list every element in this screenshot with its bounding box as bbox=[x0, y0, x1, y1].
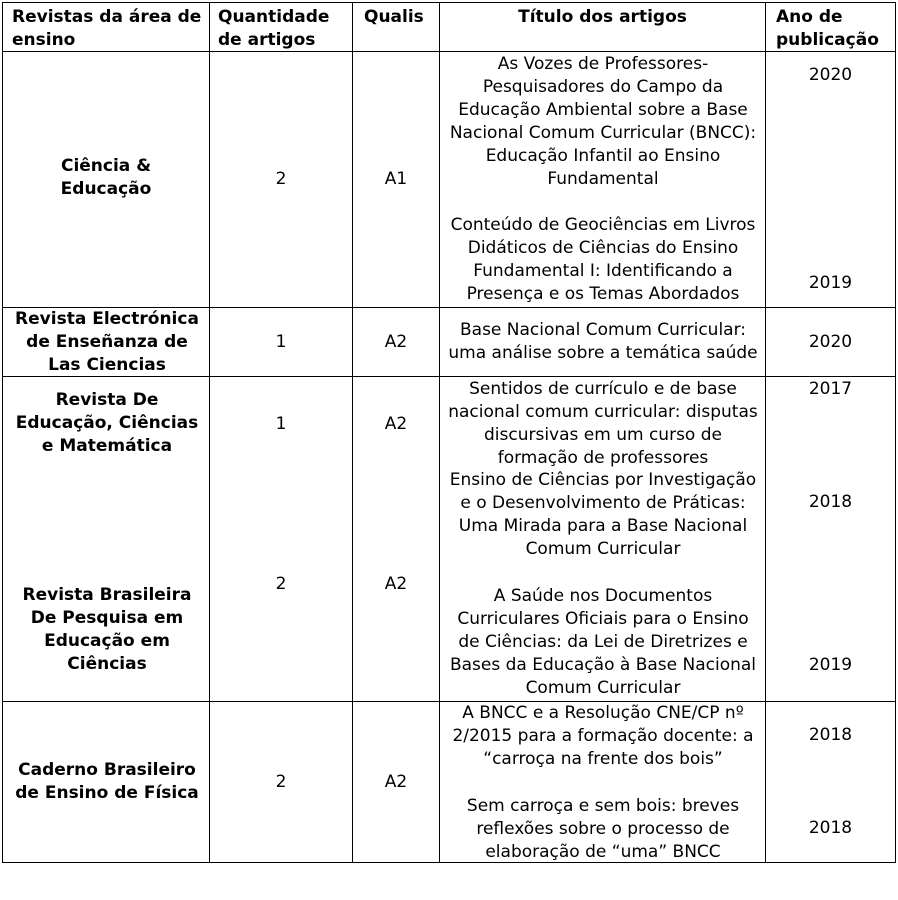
row-1-quantidade: 2 bbox=[275, 169, 287, 189]
row-4-qualis: A2 bbox=[384, 574, 408, 594]
row-5-artigo-1-ano: 2018 bbox=[808, 725, 853, 745]
row-2-quantidade: 1 bbox=[275, 332, 287, 352]
row-5-qualis: A2 bbox=[384, 772, 408, 792]
row-4-artigo-1-titulo: Ensino de Ciências por Investigação e o Desenvolvimento de Práticas: Uma Mirada para a Base Nacional Comum Curricular bbox=[449, 470, 757, 559]
table-border-left bbox=[2, 2, 3, 862]
row-2-qualis: A2 bbox=[384, 332, 408, 352]
row-5-artigo-1-titulo: A BNCC e a Resolução CNE/CP nº 2/2015 para a formação docente: a “carroça na frente dos bois” bbox=[452, 703, 754, 769]
header-qualis: Qualis bbox=[364, 7, 424, 27]
row-3-artigo-1-titulo: Sentidos de currículo e de base nacional comum curricular: disputas discursivas em um curso de formação de professores bbox=[448, 379, 758, 468]
row-1-artigo-2-titulo: Conteúdo de Geociências em Livros Didáticos de Ciências do Ensino Fundamental I: Identificando a Presença e os Temas Abordados bbox=[450, 215, 756, 304]
header-ano: Ano de publicação bbox=[776, 7, 879, 50]
row-4-quantidade: 2 bbox=[275, 574, 287, 594]
row-1-revista: Ciência & Educação bbox=[60, 156, 152, 199]
row-2-artigo-1-ano: 2020 bbox=[808, 332, 853, 352]
header-titulo: Título dos artigos bbox=[518, 7, 687, 27]
row-4-artigo-2-titulo: A Saúde nos Documentos Curriculares Oficiais para o Ensino de Ciências: da Lei de Diretrizes e Bases da Educação à Base Nacional Comum Curricular bbox=[449, 586, 757, 698]
row-5-artigo-2-titulo: Sem carroça e sem bois: breves reflexões sobre o processo de elaboração de “uma” BNCC bbox=[466, 796, 740, 862]
row-3-revista: Revista De Educação, Ciências e Matemática bbox=[15, 390, 199, 456]
row-1-artigo-2-ano: 2019 bbox=[808, 273, 853, 293]
row-3-qualis: A2 bbox=[384, 414, 408, 434]
table-border-top bbox=[2, 2, 896, 3]
row-1-artigo-1-titulo: As Vozes de Professores-Pesquisadores do Campo da Educação Ambiental sobre a Base Nacional Comum Curricular (BNCC): Educação Infantil ao Ensino Fundamental bbox=[449, 54, 757, 189]
header-quantidade: Quantidade de artigos bbox=[218, 7, 330, 50]
column-divider bbox=[439, 2, 440, 862]
row-4-artigo-1-ano: 2018 bbox=[808, 492, 853, 512]
row-2-artigo-1-titulo: Base Nacional Comum Curricular: uma análise sobre a temática saúde bbox=[448, 320, 758, 363]
row-4-revista: Revista Brasileira De Pesquisa em Educação em Ciências bbox=[22, 585, 192, 674]
row-2-revista: Revista Electrónica de Enseñanza de Las Ciencias bbox=[15, 309, 199, 375]
table-border-right bbox=[895, 2, 896, 862]
row-5-artigo-2-ano: 2018 bbox=[808, 818, 853, 838]
row-3-quantidade: 1 bbox=[275, 414, 287, 434]
row-5-revista: Caderno Brasileiro de Ensino de Física bbox=[15, 760, 199, 803]
header-revistas: Revistas da área de ensino bbox=[12, 7, 202, 50]
row-1-qualis: A1 bbox=[384, 169, 408, 189]
row-5-quantidade: 2 bbox=[275, 772, 287, 792]
row-4-artigo-2-ano: 2019 bbox=[808, 655, 853, 675]
row-3-artigo-1-ano: 2017 bbox=[808, 379, 853, 399]
publications-table bbox=[2, 2, 896, 862]
row-1-artigo-1-ano: 2020 bbox=[808, 65, 853, 85]
